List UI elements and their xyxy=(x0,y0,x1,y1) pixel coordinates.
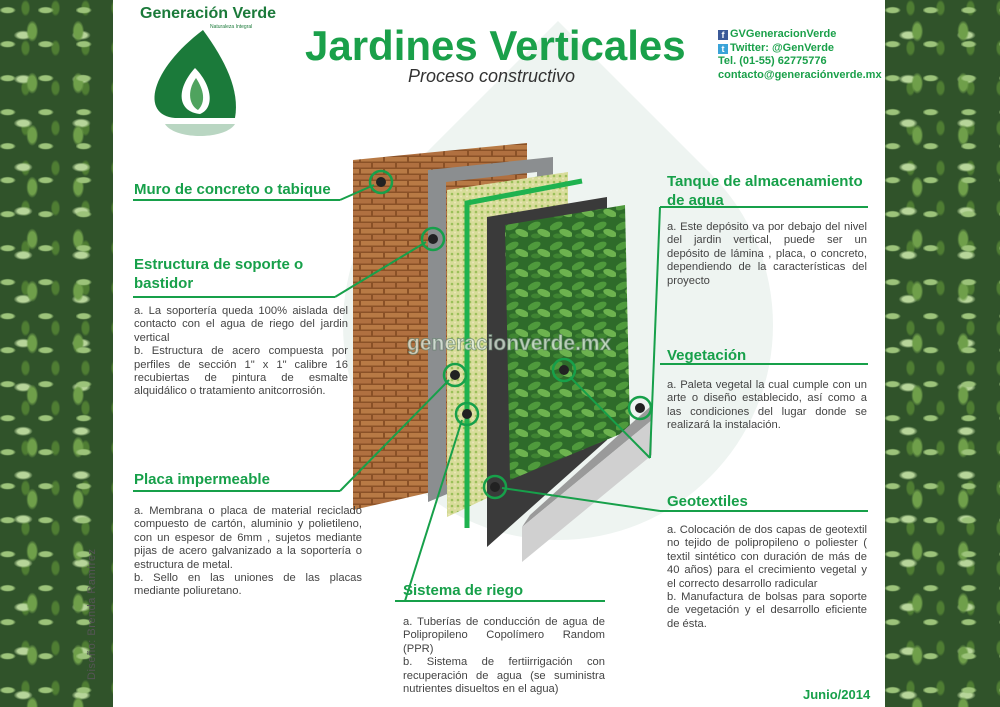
email-link[interactable]: contacto@generaciónverde.mx xyxy=(718,68,882,81)
page-subtitle: Proceso constructivo xyxy=(408,66,576,86)
brand-tagline: Naturaleza Integral xyxy=(210,24,253,30)
facebook-link[interactable] xyxy=(718,28,882,42)
marker-tanque xyxy=(629,397,651,419)
heading-tanque: Tanque de almacenamiento de agua xyxy=(667,173,863,209)
watermark-text: generacionverde.mx xyxy=(407,332,612,355)
design-credit: Diseño: Brenda Ramírez xyxy=(86,548,98,680)
heading-riego: Sistema de riego xyxy=(403,582,524,599)
text-placa xyxy=(134,505,362,599)
text-vegetacion-a: a. Paleta vegetal la cual cumple con un arte o diseño establecido, así como a las condiciones del lugar donde se realizará la instalación. xyxy=(667,379,867,432)
facebook-handle: GVGeneracionVerde xyxy=(730,28,837,40)
twitter-icon: t xyxy=(718,44,728,54)
text-riego-b: b. Sistema de fertiirrigación con recuperación de agua (se suministra nutrientes disueltos en el agua) xyxy=(403,656,605,696)
text-riego xyxy=(403,616,605,696)
page-title: Jardines Verticales xyxy=(305,22,686,69)
text-riego-a: a. Tuberías de conducción de agua de Polipropileno Copolímero Random (PPR) xyxy=(403,616,605,655)
heading-muro: Muro de concreto o tabique xyxy=(134,181,331,198)
text-geotextiles xyxy=(667,524,867,631)
text-estructura-a: a. La soportería queda 100% aislada del contacto con el agua de riego del jardin vertical xyxy=(134,305,348,344)
text-geotextiles-b: b. Manufactura de bolsas para soporte de vegetación y el desarrollo eficiente de ésta. xyxy=(667,591,867,630)
heading-vegetacion: Vegetación xyxy=(667,347,747,364)
brand-name: Generación Verde xyxy=(140,5,277,22)
text-tanque-a: a. Este depósito va por debajo del nivel del jardin vertical, puede ser un depósito de lámina , placa, o concreto, dependiendo de la características del proyecto xyxy=(667,221,867,287)
text-geotextiles-a: a. Colocación de dos capas de geotextil no tejido de polipropileno o poliester ( textil sintético con duración de más de 40 años) para el crecimiento vegetal y el correcto desarrollo radicular xyxy=(667,524,867,590)
facebook-icon: f xyxy=(718,30,728,40)
heading-estructura: Estructura de soporte o bastidor xyxy=(134,256,304,292)
twitter-link[interactable] xyxy=(718,42,882,56)
heading-geotextiles: Geotextiles xyxy=(667,493,748,510)
text-tanque xyxy=(667,221,867,288)
phone-number: Tel. (01-55) 62775776 xyxy=(718,55,827,67)
date-label: Junio/2014 xyxy=(803,687,871,702)
text-placa-b: b. Sello en las uniones de las placas mediante poliuretano. xyxy=(134,572,362,598)
contact-block xyxy=(718,28,882,82)
text-estructura-b: b. Estructura de acero compuesta por perfiles de sección 1" x 1" calibre 16 recubiertas de pintura de esmalte alquidálico o tratamiento anitcorrosión. xyxy=(134,345,348,398)
text-estructura xyxy=(134,305,348,399)
text-vegetacion xyxy=(667,379,867,433)
twitter-handle: Twitter: @GenVerde xyxy=(730,41,835,54)
heading-placa: Placa impermeable xyxy=(134,471,270,488)
brand-logo-icon xyxy=(154,30,236,136)
text-placa-a: a. Membrana o placa de material reciclado compuesto de cartón, aluminio y polietileno, con un espesor de 6mm , sujetos mediante pijas de acero galvanizado a la soportería o estructura de metal. xyxy=(134,505,362,571)
